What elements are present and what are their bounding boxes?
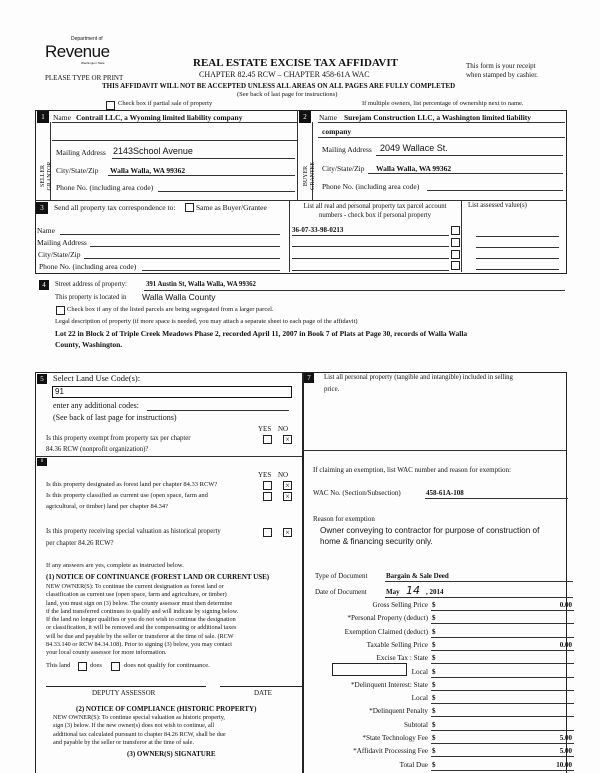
fee-field-line: [431, 623, 574, 624]
date-label: DATE: [254, 689, 272, 697]
additional-codes-label: enter any additional codes:: [53, 401, 139, 410]
notice-line: If the land no longer qualifies or you do not wish to continue the designation: [46, 616, 236, 624]
personal-property-checkbox-3[interactable]: [451, 250, 460, 259]
logo-main-text: Revenue: [45, 42, 110, 61]
chapter-text: CHAPTER 82.45 RCW – CHAPTER 458-61A WAC: [199, 70, 370, 79]
fee-label: *Delinquent Penalty: [369, 707, 428, 716]
buyer-mail-label: Mailing Address: [322, 145, 372, 154]
fee-field-line: [431, 703, 574, 704]
personal-property-label-2: price.: [324, 386, 340, 393]
historic-yes-checkbox[interactable]: [263, 528, 272, 537]
seller-phone-field[interactable]: [158, 191, 295, 192]
logo-sub-text: Washington State: [81, 61, 105, 65]
notice-line: NEW OWNER(S): To continue the current designation as forest land or: [46, 583, 224, 590]
fee-label: Total Due: [399, 760, 428, 769]
corr-city-label: City/State/Zip: [38, 250, 81, 259]
fee-value[interactable]: 5.00: [559, 747, 572, 756]
located-field[interactable]: Walla Walla County: [142, 292, 216, 302]
deputy-assessor-label: DEPUTY ASSESSOR: [92, 689, 156, 697]
buyer-city-label: City/State/Zip: [322, 164, 365, 173]
q-historic-line2: per chapter 84.26 RCW?: [46, 540, 114, 547]
personal-property-checkbox-4[interactable]: [451, 261, 460, 270]
currency-sign: $: [432, 640, 436, 649]
assessed-value-4[interactable]: [476, 269, 559, 270]
notice-line: classification as current use (open space, farm and agriculture, or timber): [46, 591, 227, 599]
corr-city-field[interactable]: [84, 258, 280, 259]
if-yes-text: If any answers are yes, complete as instructed below.: [46, 562, 184, 569]
notice-line: sign (3) below. If the new owner(s) does not wish to continue, all: [53, 722, 215, 730]
notice-line: and payable by the seller or transferor at the time of sale.: [53, 738, 194, 746]
fee-field-line: [431, 650, 574, 651]
exempt-no-checkbox[interactable]: ×: [283, 435, 292, 444]
notice-line: additional tax calculated pursuant to chapter 84.26 RCW, shall be due: [53, 730, 226, 738]
current-use-no-checkbox[interactable]: ×: [283, 492, 292, 501]
currency-sign: $: [432, 760, 436, 769]
q-exempt-line1: Is this property exempt from property tax per chapter: [46, 435, 191, 442]
notice-line: your local county assessor for more information.: [46, 649, 167, 657]
same-as-buyer-checkbox[interactable]: [185, 203, 194, 212]
segregated-checkbox[interactable]: [56, 306, 65, 315]
notice-line: NEW OWNER(S): To continue special valuation as historic property,: [53, 714, 225, 721]
section-4-number: 4: [39, 280, 49, 290]
currency-sign: $: [432, 654, 436, 663]
section-1-number: 1: [37, 111, 49, 123]
doc-date-label: Date of Document: [315, 588, 367, 596]
section-6-number: 6: [37, 458, 47, 466]
receipt-text-2: when stamped by cashier.: [466, 71, 538, 79]
buyer-phone-label: Phone No. (including area code): [322, 182, 420, 191]
wac-field[interactable]: 458-61A-108: [426, 489, 464, 497]
multiple-owners-note: If multiple owners, list percentage of ownership next to name.: [362, 100, 524, 107]
no-header: NO: [278, 425, 289, 433]
fee-label: Gross Selling Price: [372, 601, 428, 609]
currency-sign: $: [432, 627, 436, 636]
exempt-yes-checkbox[interactable]: [263, 435, 272, 444]
seller-mail-field[interactable]: 2143School Avenue: [113, 146, 193, 156]
notice-line: land, you must sign on (3) below. The county assessor must then determine: [46, 599, 233, 607]
partial-sale-checkbox[interactable]: [106, 101, 115, 110]
date-line[interactable]: [220, 686, 302, 687]
fee-field-line: [431, 637, 574, 638]
does-qualify-checkbox[interactable]: [78, 662, 87, 671]
notice-line: will be due and payable by the seller or transferor at the time of sale. (RCW: [46, 632, 234, 640]
currency-sign: $: [432, 614, 436, 623]
fee-field-line: [431, 677, 574, 678]
q-historic-line1: Is this property receiving special valuation as historical property: [46, 528, 221, 535]
parcel-header: List all real and personal property tax parcel account numbers - check box if personal property: [303, 203, 447, 219]
doc-type-label: Type of Document: [315, 572, 368, 580]
assessed-value-2[interactable]: [476, 247, 559, 248]
please-type-text: PLEASE TYPE OR PRINT: [45, 74, 124, 82]
legal-description-line1[interactable]: Lot 22 in Block 2 of Triple Creek Meadows Phase 2, recorded April 11, 2007 in Book 7 of Plats at Page 30, records of Walla Walla: [55, 329, 468, 338]
buyer-mail-field[interactable]: 2049 Wallace St.: [380, 143, 448, 153]
fee-value[interactable]: 10.00: [556, 760, 572, 769]
fee-label: *Personal Property (deduct): [347, 614, 428, 623]
deputy-signature-line[interactable]: [46, 686, 206, 687]
yes-header: YES: [258, 471, 272, 479]
fee-value[interactable]: 0.00: [559, 640, 572, 649]
see-back-text: (See back of last page for instructions): [237, 91, 338, 98]
buyer-name-field[interactable]: Surejam Construction LLC, a Washington limited liability: [344, 113, 532, 122]
buyer-phone-field[interactable]: [427, 190, 563, 191]
owner-signature-title: (3) OWNER(S) SIGNATURE: [127, 750, 216, 758]
fee-field-line: [431, 730, 574, 731]
assessed-value-1[interactable]: [476, 236, 559, 237]
currency-sign: $: [432, 720, 436, 729]
this-land-label: This land: [46, 662, 71, 669]
q-exempt-line2: 84.36 RCW (nonprofit organization)?: [46, 446, 149, 453]
historic-no-checkbox[interactable]: ×: [283, 528, 292, 537]
buyer-name-label: Name: [319, 113, 337, 122]
notice-compliance-text: [53, 714, 226, 747]
seller-side-label: SELLER GRANTOR: [40, 161, 53, 191]
doc-date-day-handwritten[interactable]: 14: [406, 584, 420, 597]
corr-mail-field[interactable]: [90, 246, 280, 247]
notice-line: 84.33.140 or RCW 84.34.108). Prior to signing (3) below, you may contact: [46, 641, 232, 649]
forest-yes-checkbox[interactable]: [263, 481, 272, 490]
doc-date-month[interactable]: May: [386, 588, 400, 596]
seller-name-field[interactable]: Contrail LLC, a Wyoming limited liability company: [76, 113, 243, 122]
fee-field-line: [431, 756, 574, 757]
buyer-city-field[interactable]: Walla Walla, WA 99362: [376, 164, 452, 173]
land-use-code-field[interactable]: 91: [52, 386, 292, 398]
q-current-use-line2: agricultural, or timber) land per chapter 84.34?: [46, 503, 169, 510]
logo-top-text: Department of: [71, 36, 103, 42]
assessed-header: List assessed value(s): [468, 202, 527, 209]
street-label: Street address of property:: [55, 281, 127, 288]
same-as-buyer-label: Same as Buyer/Grantee: [196, 203, 267, 212]
buyer-side-label: BUYER GRANTEE: [303, 162, 316, 190]
parcel-number-4[interactable]: [292, 270, 449, 271]
does-not-qualify-checkbox[interactable]: [111, 662, 120, 671]
corr-mail-label: Mailing Address: [37, 238, 87, 247]
seller-city-field[interactable]: Walla Walla, WA 99362: [110, 166, 186, 175]
reason-line2[interactable]: home & financing security only.: [320, 537, 433, 546]
personal-property-checkbox-1[interactable]: [451, 226, 460, 235]
parcel-number-3[interactable]: [292, 258, 449, 259]
corr-phone-field[interactable]: [142, 270, 280, 271]
fee-label: Excise Tax : State: [376, 654, 428, 663]
parcel-number-1[interactable]: 36-07-33-98-0213: [292, 226, 344, 234]
wac-label: WAC No. (Section/Subsection): [313, 489, 401, 497]
divider: [35, 200, 566, 201]
fee-field-line: [431, 690, 574, 691]
form-title: REAL ESTATE EXCISE TAX AFFIDAVIT: [193, 57, 398, 69]
divider: [297, 110, 298, 200]
no-header: NO: [278, 471, 289, 479]
additional-codes-field[interactable]: [147, 410, 289, 411]
does-not-label: does not qualify for continuance.: [124, 662, 210, 669]
doc-date-year[interactable]: , 2014: [426, 588, 444, 596]
currency-sign: $: [432, 667, 436, 676]
forest-no-checkbox[interactable]: ×: [283, 481, 292, 490]
notice-line: if the land transferred continues to qualify and will indicate by signing below.: [46, 607, 239, 615]
personal-property-checkbox-2[interactable]: [451, 238, 460, 247]
warning-text: THIS AFFIDAVIT WILL NOT BE ACCEPTED UNLESS ALL AREAS ON ALL PAGES ARE FULLY COMPLETED: [102, 82, 456, 90]
currency-sign: $: [432, 747, 436, 756]
fee-field-line: [431, 716, 574, 717]
corr-name-label: Name: [37, 226, 55, 235]
personal-property-label-1: List all personal property (tangible and intangible) included in selling: [324, 374, 513, 381]
currency-sign: $: [432, 694, 436, 703]
seller-phone-label: Phone No. (including area code): [56, 183, 154, 192]
current-use-yes-checkbox[interactable]: [263, 492, 272, 501]
fee-label: Exemption Claimed (deduct): [344, 627, 428, 636]
seller-name-label: Name: [53, 113, 71, 122]
currency-sign: $: [432, 680, 436, 689]
land-use-label: Select Land Use Code(s):: [53, 373, 141, 383]
notice-compliance-title: (2) NOTICE OF COMPLIANCE (HISTORIC PROPERTY): [76, 705, 257, 713]
fee-label: *Affidavit Processing Fee: [353, 747, 428, 756]
receipt-text-1: This form is your receipt: [466, 62, 536, 70]
does-label: does: [90, 662, 102, 669]
q-forest: Is this property designated as forest land per chapter 84.33 RCW?: [46, 481, 218, 488]
legal-label: Legal description of property (if more space is needed, you may attach a separate sheet to each page of the affidavit): [55, 318, 358, 325]
fee-field-line: [431, 743, 574, 744]
fee-label: Subtotal: [404, 720, 428, 729]
buyer-name-field-line2[interactable]: company: [322, 127, 352, 136]
fee-label: *Delinquent Interest: State: [350, 680, 428, 689]
currency-sign: $: [432, 707, 436, 716]
yes-header: YES: [258, 425, 272, 433]
corr-name-field[interactable]: [60, 234, 280, 235]
located-label: This property is located in: [55, 294, 127, 301]
fee-field-line: [431, 610, 574, 611]
see-back-land-use: (See back of last page for instructions): [53, 413, 177, 422]
exemption-label: If claiming an exemption, list WAC number and reason for exemption:: [313, 466, 511, 474]
section-5-number: 5: [37, 374, 47, 384]
send-correspondence-label: Send all property tax correspondence to:: [54, 203, 176, 212]
fee-label: Taxable Selling Price: [366, 640, 428, 649]
doc-type-field[interactable]: Bargain & Sale Deed: [386, 572, 449, 580]
notice-line: or classification, it will be removed and the compensating or additional taxes: [46, 624, 237, 632]
fee-field-line: [431, 770, 574, 771]
fee-label: Local: [411, 694, 428, 703]
street-field[interactable]: 391 Austin St, Walla Walla, WA 99362: [146, 281, 256, 288]
seller-mail-label: Mailing Address: [56, 148, 106, 157]
fee-label: Local: [411, 667, 428, 676]
reason-line1[interactable]: Owner conveying to contractor for purpose of construction of: [320, 526, 540, 535]
q-current-use-line1: Is this property classified as current use (open space, farm and: [46, 492, 208, 499]
parties-box: [35, 110, 567, 274]
notice-continuance-title: (1) NOTICE OF CONTINUANCE (FOREST LAND OR CURRENT USE): [46, 573, 270, 581]
notice-continuance-text: [46, 583, 238, 658]
fee-value[interactable]: 0.00: [559, 601, 572, 609]
section-2-number: 2: [299, 111, 311, 123]
fee-value[interactable]: 5.00: [559, 734, 572, 742]
reason-label: Reason for exemption: [313, 515, 375, 523]
local-code-box[interactable]: [332, 663, 407, 676]
fee-field-line: [431, 663, 574, 664]
fee-label: *State Technology Fee: [362, 734, 428, 742]
segregated-label: Check box if any of the listed parcels are being segregated from a larger parcel.: [67, 306, 274, 313]
legal-description-line2[interactable]: County, Washington.: [55, 340, 123, 349]
parcel-number-2[interactable]: [292, 246, 449, 247]
partial-sale-label: Check box if partial sale of property: [118, 100, 213, 107]
currency-sign: $: [432, 734, 436, 742]
seller-city-label: City/State/Zip: [56, 166, 99, 175]
section-3-number: 3: [36, 202, 48, 214]
assessed-value-3[interactable]: [476, 258, 559, 259]
currency-sign: $: [432, 601, 436, 609]
section-7-number: 7: [304, 373, 314, 383]
corr-phone-label: Phone No. (including area code): [39, 262, 137, 271]
